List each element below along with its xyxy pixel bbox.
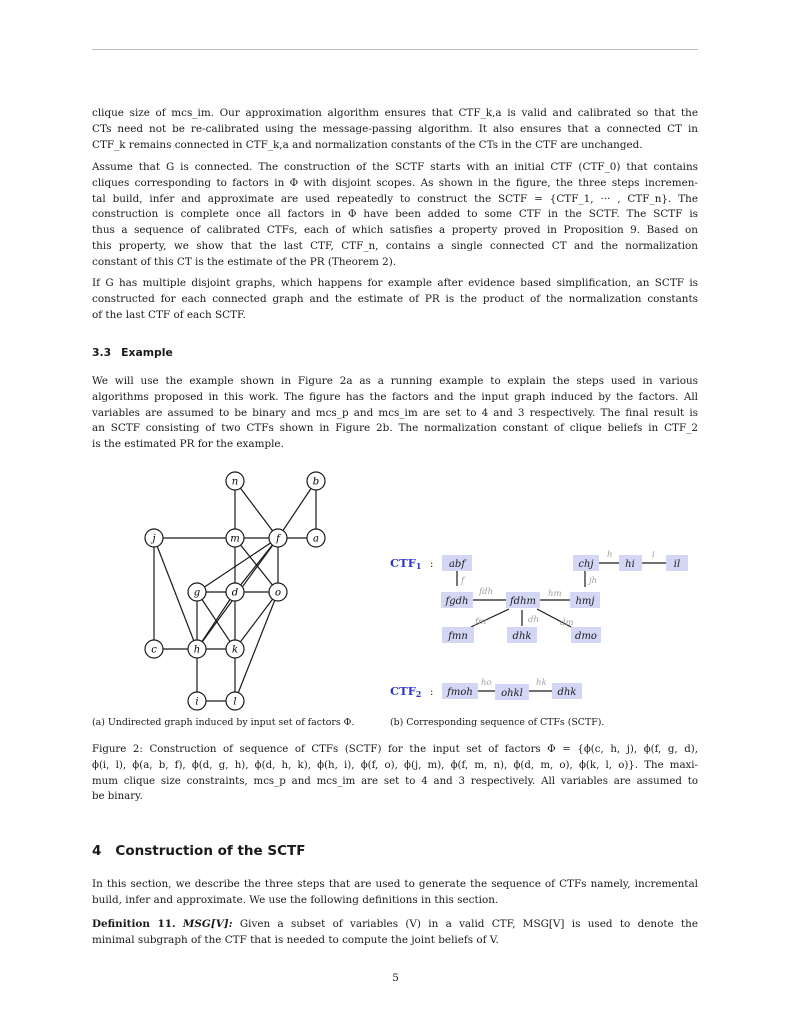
- node-f: [269, 529, 287, 547]
- example-line-4: an SCTF consisting of two CTFs shown in Figure 2b. The normalization constant of clique beliefs in CTF_2: [92, 422, 698, 435]
- node-h: [188, 640, 206, 658]
- node-d: [226, 583, 244, 601]
- definition-line-1: [92, 917, 698, 933]
- node-label: n: [231, 476, 239, 488]
- ctf1-label-text: CTF: [390, 556, 416, 570]
- edge-n-f: [235, 481, 278, 538]
- clique-labels: [445, 559, 681, 699]
- clique-il: il: [673, 559, 681, 570]
- intro-line-3: CTF_k remains connected in CTF_k,a and normalization constants of the CTs in the CTF are unchanged.: [92, 138, 643, 151]
- ctf2-label-text: CTF: [390, 684, 416, 698]
- sepset-dm: dm: [560, 618, 574, 628]
- figure-caption-line-2: ϕ(i, l), ϕ(a, b, f), ϕ(d, g, h), ϕ(d, h, k), ϕ(h, i), ϕ(f, o), ϕ(j, m), ϕ(f, m, n), ϕ(d, m, o), ϕ(k, l, o)}. The maxi-: [92, 759, 698, 771]
- construction-line-7: constant of this CT is the estimate of the PR (Theorem 2).: [92, 255, 397, 268]
- node-label: j: [152, 533, 156, 545]
- definition-11: [92, 917, 698, 949]
- ctf2-colon: :: [430, 687, 434, 698]
- ctf1-label-index: 1: [415, 561, 422, 571]
- node-label: f: [276, 533, 280, 545]
- clique-ohkl: ohkl: [501, 688, 523, 699]
- construction-line-6: this property, we show that the last CTF, CTF_n, contains a single connected CT and the normalization: [92, 239, 698, 252]
- node-label: m: [230, 533, 240, 545]
- section-3-3-title: Example: [121, 346, 173, 359]
- definition-line-2: minimal subgraph of the CTF that is needed to compute the joint beliefs of V.: [92, 933, 499, 946]
- node-l: [226, 692, 244, 710]
- node-label: c: [151, 644, 157, 656]
- intro-line-2: CTs need not be re-calibrated using the message-passing algorithm. It also ensures that a connected CT in: [92, 122, 698, 135]
- section-4-heading: [92, 843, 319, 859]
- construction-line-2: cliques corresponding to factors in Φ with disjoint scopes. As shown in the figure, the three steps incremen-: [92, 176, 698, 189]
- disjoint-paragraph: [92, 276, 698, 323]
- header-rule: [92, 49, 698, 50]
- construction-line-3: tal build, infer and approximate are used repeatedly to construct the SCTF = {CTF_1, ··· , CTF_n}. The: [92, 192, 698, 205]
- section-4-paragraph: [92, 877, 698, 909]
- edge-b-f: [278, 481, 316, 538]
- sepset-dh: dh: [528, 615, 539, 625]
- example-line-3: variables are assumed to be binary and mcs_p and mcs_im are set to 4 and 3 respectively. The final result is: [92, 406, 698, 419]
- section-4-number: 4: [92, 843, 102, 859]
- node-label: d: [231, 587, 239, 599]
- edge-o-k: [235, 592, 278, 649]
- sepset-hk: hk: [536, 678, 547, 688]
- node-c: [145, 640, 163, 658]
- construction-line-1: Assume that G is connected. The construction of the SCTF starts with an initial CTF (CTF_0) that contains: [92, 161, 698, 173]
- node-i: [188, 692, 206, 710]
- disjoint-line-1: If G has multiple disjoint graphs, which happens for example after evidence based simplification, an SCTF is: [92, 277, 698, 289]
- clique-dhk-2: dhk: [557, 687, 577, 698]
- clique-fmoh: fmoh: [447, 687, 473, 698]
- sepset-jh: jh: [589, 576, 598, 586]
- definition-text-1: Given a subset of variables (V) in a valid CTF, MSG[V] is used to denote the: [239, 918, 698, 930]
- sepset-fm: fm: [475, 617, 487, 627]
- clique-fmn: fmn: [448, 631, 468, 642]
- construction-paragraph: [92, 160, 698, 271]
- clique-hmj: hmj: [575, 596, 595, 607]
- section-3-3-heading: [92, 346, 183, 359]
- node-k: [226, 640, 244, 658]
- node-n: [226, 472, 244, 490]
- definition-label: Definition 11.: [92, 918, 176, 930]
- node-a: [307, 529, 325, 547]
- figure-2a-caption: (a) Undirected graph induced by input set of factors Φ.: [92, 717, 355, 728]
- sepset-ho: ho: [481, 678, 492, 688]
- example-line-2: algorithms proposed in this work. The figure has the factors and the input graph induced by the factors. All: [92, 390, 698, 403]
- intro-line-1: clique size of mcs_im. Our approximation algorithm ensures that CTF_k,a is valid and calibrated so that the: [92, 107, 698, 119]
- page-number: 5: [392, 972, 399, 984]
- figure-2-caption: [92, 742, 698, 805]
- clique-fgdh: fgdh: [445, 596, 469, 607]
- intro-paragraph: [92, 106, 698, 153]
- ctf1-colon: :: [430, 559, 434, 570]
- section-4-line-2: build, infer and approximate. We use the following definitions in this section.: [92, 893, 499, 906]
- node-label: b: [312, 476, 320, 488]
- clique-dmo: dmo: [575, 631, 597, 642]
- section-3-3-number: 3.3: [92, 346, 112, 359]
- disjoint-line-2: constructed for each connected graph and the estimate of PR is the product of the normalization constants: [92, 292, 698, 305]
- construction-line-4: construction is complete once all factors in Φ have been added to some CTF in the SCTF. The SCTF is: [92, 208, 698, 221]
- node-label: a: [313, 533, 319, 545]
- example-line-5: is the estimated PR for the example.: [92, 438, 284, 451]
- clique-chj: chj: [578, 559, 594, 570]
- definition-term: MSG[V]:: [182, 918, 233, 930]
- figure-caption-line-1: Figure 2: Construction of sequence of CTFs (SCTF) for the input set of factors Φ = {ϕ(c, h, j), ϕ(f, g, d),: [92, 744, 698, 755]
- disjoint-line-3: of the last CTF of each SCTF.: [92, 308, 246, 321]
- node-label: g: [193, 587, 201, 599]
- figure-caption-line-3: mum clique size constraints, mcs_p and mcs_im are set to 4 and 3 respectively. All variables are assumed to: [92, 775, 698, 787]
- figure-2b-caption: (b) Corresponding sequence of CTFs (SCTF).: [390, 717, 605, 728]
- node-j: [145, 529, 163, 547]
- sepset-f: f: [461, 576, 465, 586]
- sepset-h: h: [607, 550, 613, 560]
- section-4-title: Construction of the SCTF: [115, 843, 306, 859]
- clique-abf: abf: [448, 559, 466, 570]
- node-b: [307, 472, 325, 490]
- sepset-fdh: fdh: [479, 587, 494, 597]
- sepset-i: i: [652, 550, 655, 560]
- node-label: o: [274, 587, 282, 599]
- sepset-hm: hm: [548, 589, 562, 599]
- clique-hi: hi: [625, 559, 635, 570]
- node-label: l: [233, 696, 237, 708]
- clique-dhk: dhk: [512, 631, 532, 642]
- figure-2a-graph: [130, 462, 350, 712]
- section-4-line-1: In this section, we describe the three steps that are used to generate the sequence of CTFs namely, incremental: [92, 878, 698, 890]
- example-paragraph: [92, 374, 698, 453]
- ctf2-label-index: 2: [415, 689, 422, 699]
- node-g: [188, 583, 206, 601]
- node-label: k: [231, 644, 239, 656]
- ctf2-label: [390, 684, 421, 699]
- figure-caption-line-4: be binary.: [92, 791, 143, 803]
- figure-2b-sctf: [385, 545, 705, 715]
- ctf1-label: [390, 556, 421, 571]
- node-label: h: [193, 644, 201, 656]
- node-m: [226, 529, 244, 547]
- construction-line-5: thus a sequence of calibrated CTFs, each of which satisfies a property proved in Proposition 9. Based on: [92, 224, 698, 237]
- node-o: [269, 583, 287, 601]
- node-label: i: [195, 696, 199, 708]
- example-line-1: We will use the example shown in Figure 2a as a running example to explain the steps used in various: [92, 375, 698, 387]
- clique-fdhm: fdhm: [509, 596, 537, 607]
